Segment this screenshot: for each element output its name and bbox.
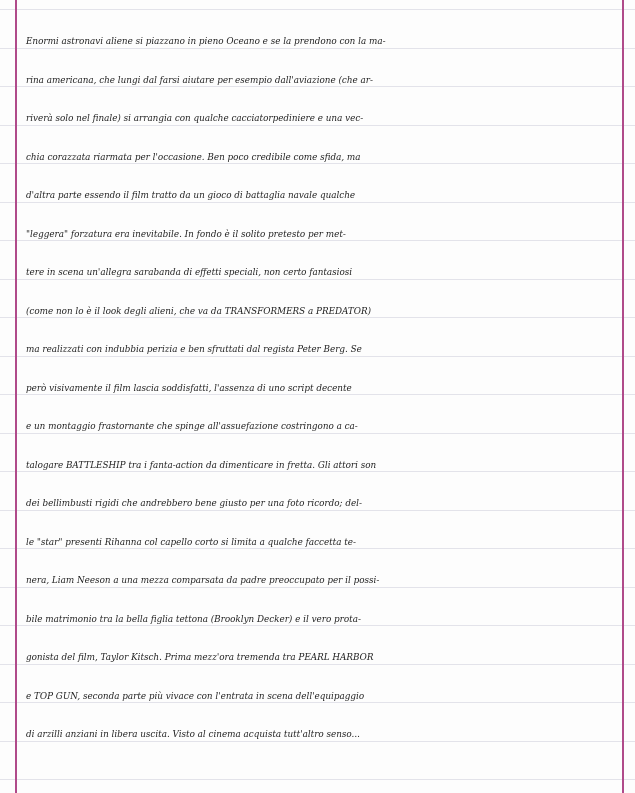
text-line: però visivamente il film lascia soddisfatti, l'assenza di uno script decente — [26, 383, 352, 394]
text-line: e un montaggio frastornante che spinge all'assuefazione costringono a ca- — [26, 422, 358, 432]
text-line: talogare BATTLESHIP tra i fanta-action da dimenticare in fretta. Gli attori son — [26, 460, 377, 471]
text-line: riverà solo nel finale) si arrangia con qualche cacciatorpediniere e una vec- — [26, 114, 364, 124]
text-line: e TOP GUN, seconda parte più vivace con l'entrata in scena dell'equipaggio — [26, 691, 365, 702]
text-line: chia corazzata riarmata per l'occasione. Ben poco credibile come sfida, ma — [26, 152, 361, 163]
text-line: Enormi astronavi aliene si piazzano in pieno Oceano e se la prendono con la ma- — [26, 37, 386, 47]
text-line: d'altra parte essendo il film tratto da un gioco di battaglia navale qualche — [26, 191, 356, 201]
text-line: dei bellimbusti rigidi che andrebbero bene giusto per una foto ricordo; del- — [26, 499, 362, 509]
text-line: gonista del film, Taylor Kitsch. Prima mezz'ora tremenda tra PEARL HARBOR — [26, 653, 374, 663]
text-line: le "star" presenti Rihanna col capello corto si limita a qualche faccetta te- — [26, 537, 356, 548]
text-line: tere in scena un'allegra sarabanda di effetti speciali, non certo fantasiosi — [26, 268, 353, 278]
left-margin-line — [15, 0, 17, 793]
text-line: rina americana, che lungi dal farsi aiutare per esempio dall'aviazione (che ar- — [26, 75, 373, 86]
text-line: (come non lo è il look degli alieni, che va da TRANSFORMERS a PREDATOR) — [26, 306, 372, 317]
text-line: nera, Liam Neeson a una mezza comparsata da padre preoccupato per il possi- — [26, 576, 380, 586]
text-line: ma realizzati con indubbia perizia e ben sfruttati dal regista Peter Berg. Se — [26, 345, 362, 355]
text-line: bile matrimonio tra la bella figlia tettona (Brooklyn Decker) e il vero prota- — [26, 614, 361, 625]
text-line: "leggera" forzatura era inevitabile. In fondo è il solito pretesto per met- — [26, 229, 346, 240]
handwritten-text — [26, 29, 612, 761]
right-margin-line — [622, 0, 624, 793]
text-line: di arzilli anziani in libera uscita. Visto al cinema acquista tutt'altro senso... — [26, 730, 360, 740]
